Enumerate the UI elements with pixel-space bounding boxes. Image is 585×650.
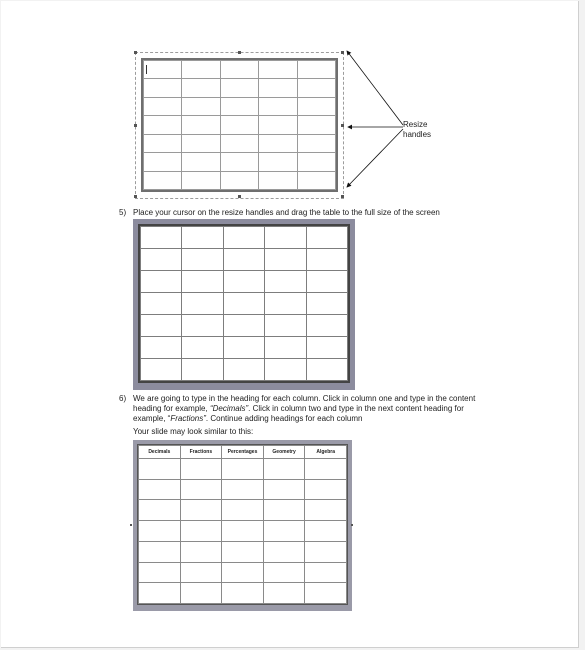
table-figure-fullsize <box>133 219 355 390</box>
step-number: 5) <box>119 208 127 217</box>
callout-label <box>403 120 431 140</box>
text-cursor <box>146 65 147 74</box>
step-text-line: example, “Fractions”. Continue adding headings for each column <box>133 414 363 423</box>
step-text <box>133 394 475 424</box>
resize-handle[interactable] <box>238 195 241 198</box>
column-heading: Algebra <box>305 446 347 459</box>
table-grid <box>143 60 336 190</box>
table-cell <box>144 61 182 79</box>
step-5 <box>119 208 579 218</box>
step-text-line: heading for example, “Decimals”. Click in column two and type in the next content heading for <box>133 404 464 413</box>
callout-arrows <box>341 41 411 191</box>
column-heading: Geometry <box>263 446 305 459</box>
note-text: Your slide may look similar to this: <box>133 427 254 436</box>
document-page <box>1 1 579 648</box>
table-figure-headings <box>133 440 352 611</box>
resize-handle[interactable] <box>351 524 353 526</box>
callout-line: Resize <box>403 120 428 129</box>
resize-handle[interactable] <box>238 51 241 54</box>
resize-handle[interactable] <box>341 195 344 198</box>
resize-handle[interactable] <box>134 124 137 127</box>
column-heading: Percentages <box>222 446 264 459</box>
resize-handle[interactable] <box>130 524 132 526</box>
resize-handle[interactable] <box>134 195 137 198</box>
table-grid <box>140 226 348 381</box>
step-number: 6) <box>119 394 127 403</box>
step-text: Place your cursor on the resize handles and drag the table to the full size of the screen <box>133 208 440 217</box>
callout-line: handles <box>403 130 432 139</box>
selected-table[interactable] <box>141 58 338 192</box>
table-figure-selected <box>135 52 344 199</box>
step-6 <box>119 394 579 426</box>
table-grid <box>138 445 347 604</box>
column-heading: Fractions <box>180 446 222 459</box>
resize-handle[interactable] <box>134 51 137 54</box>
step-text-line: We are going to type in the heading for each column. Click in column one and type in the content <box>133 394 476 403</box>
column-heading: Decimals <box>139 446 181 459</box>
